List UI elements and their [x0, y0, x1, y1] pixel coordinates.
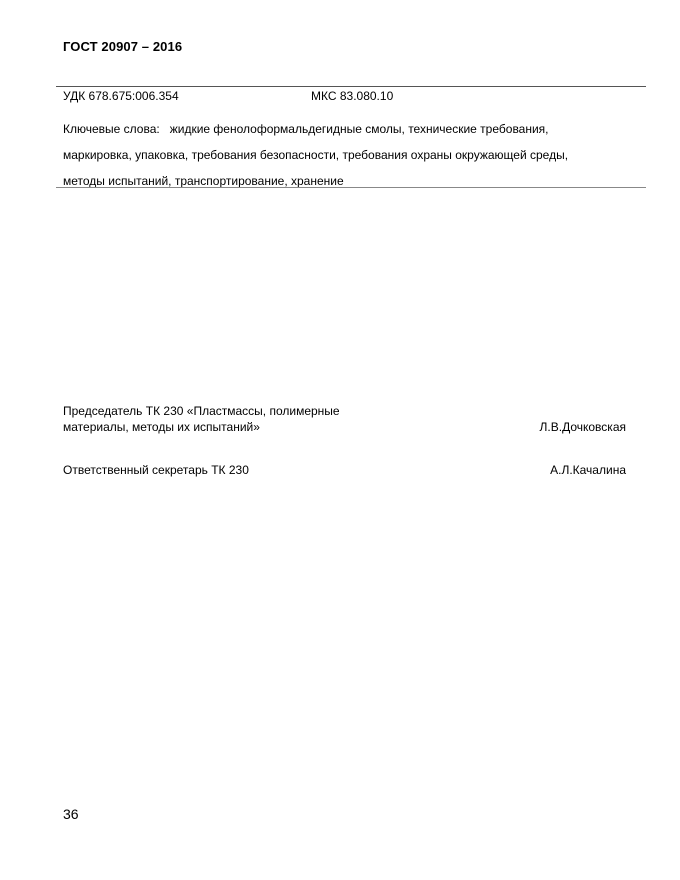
chair-title-line-1: Председатель ТК 230 «Пластмассы, полимерные [63, 404, 340, 418]
mks-code: МКС 83.080.10 [311, 89, 394, 103]
secretary-title: Ответственный секретарь ТК 230 [63, 463, 249, 477]
keywords-line-3: методы испытаний, транспортирование, хранение [63, 174, 344, 188]
document-header: ГОСТ 20907 – 2016 [63, 39, 183, 54]
top-divider [56, 86, 646, 87]
keywords-line-1 [63, 116, 643, 142]
bottom-divider [56, 187, 646, 188]
keywords-line-2: маркировка, упаковка, требования безопасности, требования охраны окружающей среды, [63, 148, 569, 162]
udk-code: УДК 678.675:006.354 [63, 89, 179, 103]
keywords-block [63, 116, 643, 194]
page-number: 36 [63, 806, 79, 822]
chair-title [63, 403, 340, 435]
chair-title-line-2: материалы, методы их испытаний» [63, 420, 260, 434]
chair-name: Л.В.Дочковская [539, 420, 626, 434]
keywords-text-1: жидкие фенолоформальдегидные смолы, технические требования, [169, 122, 549, 136]
keywords-label: Ключевые слова: [63, 122, 160, 136]
secretary-name: А.Л.Качалина [550, 463, 626, 477]
